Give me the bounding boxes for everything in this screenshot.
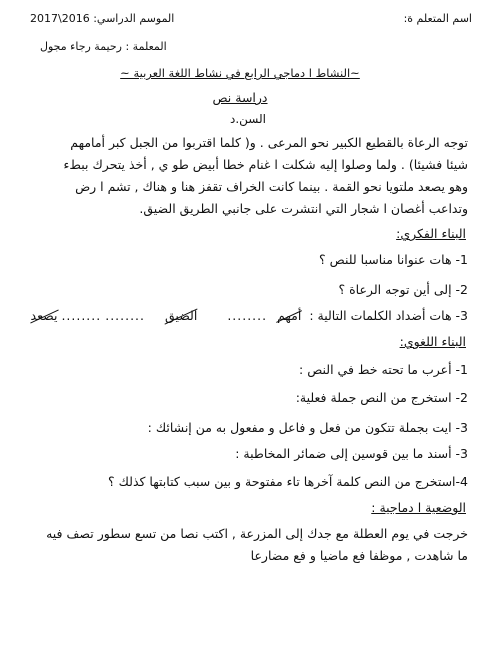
integration-line-2: ما شاهدت , موظفا فع ماضيا و فع مضارعا <box>250 548 468 563</box>
question-title: 1- هات عنوانا مناسبا للنص ؟ <box>319 252 468 267</box>
question-verbal-sentence: 2- استخرج من النص جملة فعلية: <box>295 390 468 405</box>
antonym-word-3: يصعد <box>30 308 58 323</box>
question-open-taa: 4-استخرج من النص كلمة آخرها تاء مفتوحة و بين سبب كتابتها كذلك ؟ <box>108 474 468 489</box>
passage-line: وهو يصعد ملتويا نحو القمة . بينما كانت الخراف تقفز هنا و هناك , تشم ا رض <box>75 179 468 194</box>
question-conjugate: 3- أسند ما بين قوسين إلى ضمائر المخاطبة : <box>235 446 468 461</box>
header-row <box>8 12 472 28</box>
passage-line: وتداعب أغصان ا شجار التي انتشرت على جانبي الطريق الضيق. <box>139 201 468 216</box>
question-antonyms <box>12 308 468 323</box>
text-study-title: دراسة نص <box>212 90 268 105</box>
activity-title: ~النشاط ا دماجي الرابع في نشاط اللغة العربية ~ <box>120 66 360 80</box>
teacher-name: المعلمة : رحيمة رجاء مجول <box>40 40 167 53</box>
antonym-blank-2[interactable]: ........ <box>105 308 146 323</box>
passage <box>12 132 468 220</box>
passage-line: توجه الرعاة بالقطيع الكبير نحو المرعى . و( كلما اقتربوا من الجبل كبر أمامهم <box>70 135 468 150</box>
antonym-blank-3[interactable]: ........ <box>61 308 102 323</box>
linguistic-heading: البناء اللغوي: <box>399 334 466 349</box>
antonyms-prompt: 3- هات أضداد الكلمات التالية : <box>309 308 468 323</box>
question-destination: 2- إلى أين توجه الرعاة ؟ <box>338 282 468 297</box>
antonym-word-2: الضيق <box>165 308 198 323</box>
integration-line-1: خرجت في يوم العطلة مع جدك إلى المزرعة , اكتب نصا من تسع سطور تصف فيه <box>46 526 468 541</box>
integration-heading: الوضعية ا دماجية : <box>371 500 466 515</box>
passage-line: شيئا فشيئا) . ولما وصلوا إليه شكلت ا غنام خطا أبيض طو ي , أخذ يتحرك ببطء <box>63 157 468 172</box>
student-name-label: اسم المتعلم ة: <box>403 12 472 25</box>
question-compose-sentence: 3- ايت بجملة تتكون من فعل و فاعل و مفعول به من إنشائك : <box>147 420 468 435</box>
antonym-blank-1[interactable]: ........ <box>227 308 268 323</box>
text-label: السن.د <box>230 112 266 126</box>
intellectual-heading: البناء الفكري: <box>396 226 466 241</box>
question-parse: 1- أعرب ما تحته خط في النص : <box>299 362 468 377</box>
school-year: الموسم الدراسي: 2016\2017 <box>30 12 175 25</box>
antonym-word-1: أمهم <box>277 308 302 323</box>
